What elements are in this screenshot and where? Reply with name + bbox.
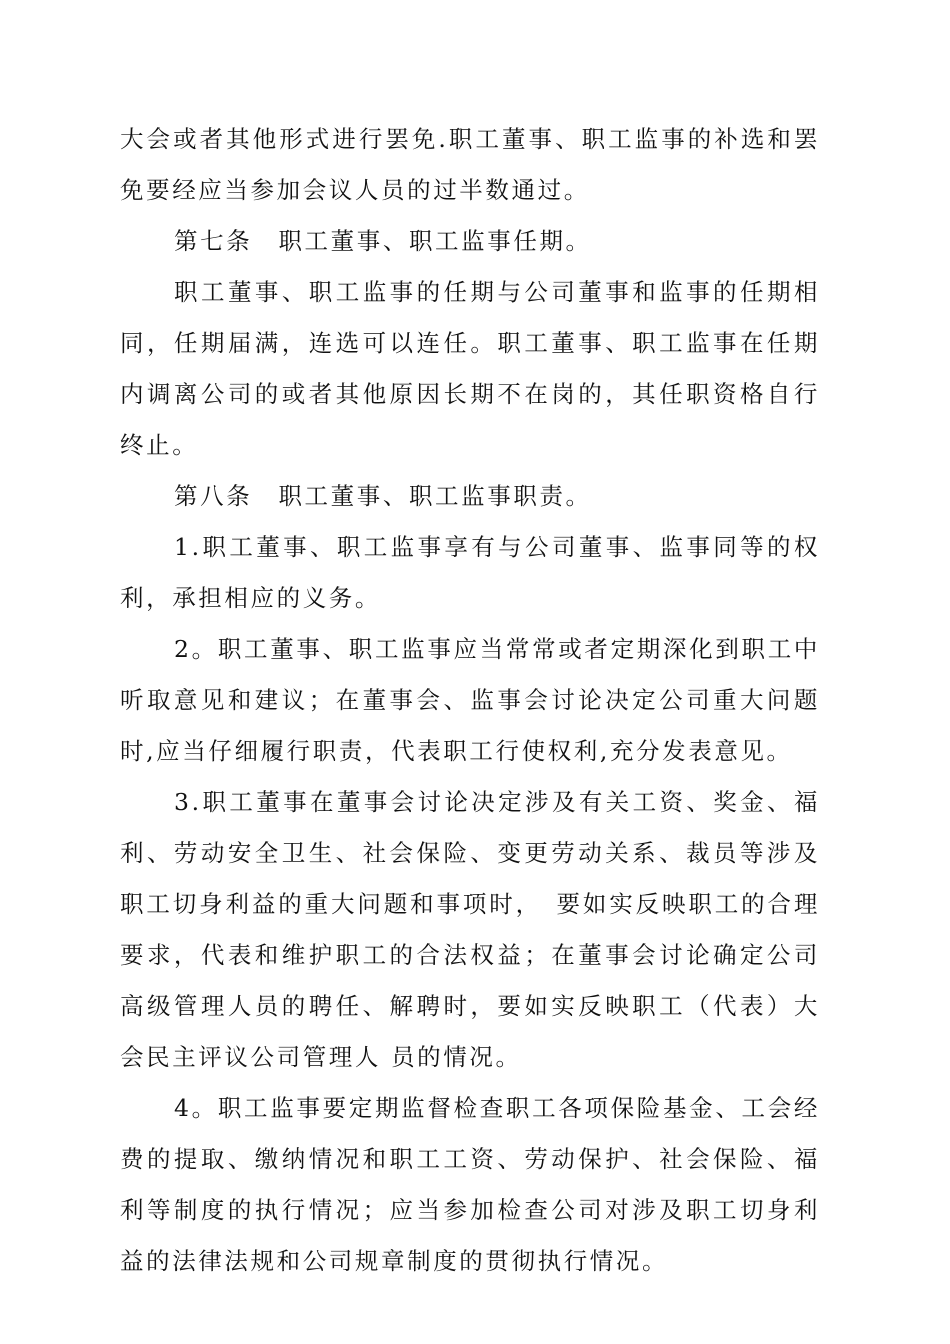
duty-item-3: 3.职工董事在董事会讨论决定涉及有关工资、奖金、福利、劳动安全卫生、社会保险、变更劳动关系、裁员等涉及职工切身利益的重大问题和事项时， 要如实反映职工的合理要求，代表和维护职工的合法权益；在董事会讨论确定公司高级管理人员的聘任、解聘时，要如实反映职工（代表）大会民主评议公司管理人 员的情况。 <box>120 788 820 1071</box>
duty-item-1: 1.职工董事、职工监事享有与公司董事、监事同等的权利，承担相应的义务。 <box>120 533 820 612</box>
article-8-heading: 第八条 职工董事、职工监事职责。 <box>174 482 592 510</box>
document-body <box>120 114 820 1287</box>
paragraph-removal-procedure: 大会或者其他形式进行罢免.职工董事、职工监事的补选和罢免要经应当参加会议人员的过半数通过。 <box>120 125 820 204</box>
duty-item-2: 2。职工董事、职工监事应当常常或者定期深化到职工中听取意见和建议；在董事会、监事会讨论决定公司重大问题时,应当仔细履行职责，代表职工行使权利,充分发表意见。 <box>120 635 820 765</box>
duty-item-4: 4。职工监事要定期监督检查职工各项保险基金、工会经费的提取、缴纳情况和职工工资、劳动保护、社会保险、福利等制度的执行情况；应当参加检查公司对涉及职工切身利益的法律法规和公司规章制度的贯彻执行情况。 <box>120 1094 820 1275</box>
paragraph-term-of-office: 职工董事、职工监事的任期与公司董事和监事的任期相同，任期届满，连选可以连任。职工董事、职工监事在任期内调离公司的或者其他原因长期不在岗的，其任职资格自行终止。 <box>120 278 820 459</box>
article-7-heading: 第七条 职工董事、职工监事任期。 <box>174 227 592 255</box>
